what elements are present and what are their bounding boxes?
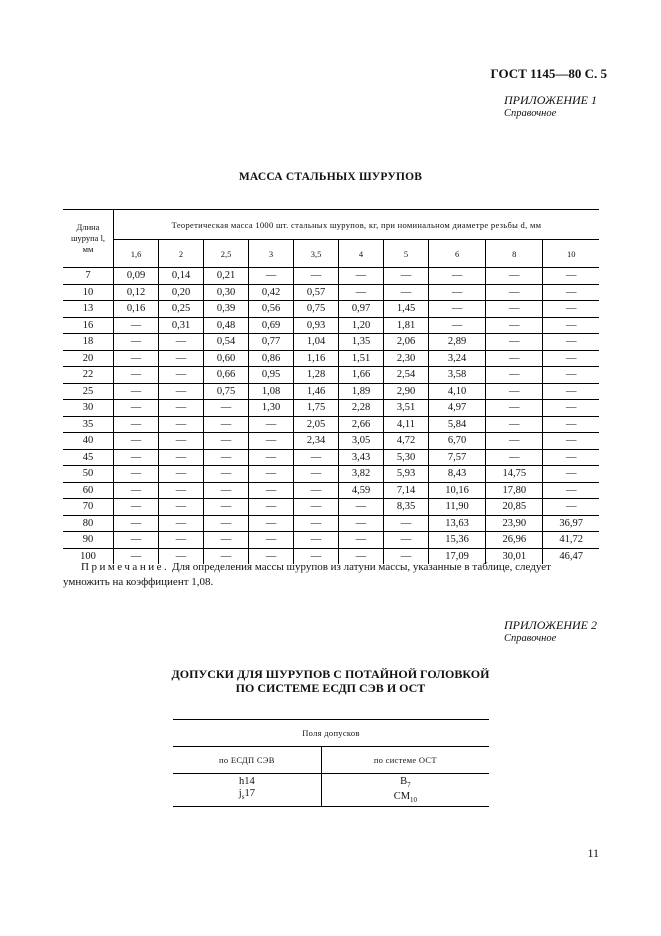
mass-cell: — bbox=[486, 433, 543, 450]
mass-cell: — bbox=[159, 367, 204, 384]
mass-cell: 0,31 bbox=[159, 317, 204, 334]
mass-cell: 3,24 bbox=[429, 350, 486, 367]
mass-cell: — bbox=[486, 317, 543, 334]
mass-cell: — bbox=[159, 383, 204, 400]
esdp-value: h14 bbox=[238, 776, 255, 787]
length-cell: 25 bbox=[63, 383, 114, 400]
mass-cell: — bbox=[384, 284, 429, 301]
length-cell: 18 bbox=[63, 334, 114, 351]
mass-cell: 10,16 bbox=[429, 482, 486, 499]
mass-cell: — bbox=[114, 532, 159, 549]
mass-table bbox=[63, 209, 599, 564]
mass-cell: — bbox=[486, 334, 543, 351]
mass-cell: — bbox=[486, 350, 543, 367]
mass-cell: 0,30 bbox=[204, 284, 249, 301]
mass-cell: — bbox=[249, 449, 294, 466]
mass-cell: — bbox=[114, 433, 159, 450]
mass-cell: 1,08 bbox=[249, 383, 294, 400]
mass-cell: 2,34 bbox=[294, 433, 339, 450]
mass-cell: 5,84 bbox=[429, 416, 486, 433]
length-cell: 80 bbox=[63, 515, 114, 532]
mass-cell: 7,57 bbox=[429, 449, 486, 466]
mass-cell: — bbox=[486, 284, 543, 301]
mass-cell: 4,97 bbox=[429, 400, 486, 417]
mass-cell: — bbox=[114, 400, 159, 417]
mass-cell: 5,93 bbox=[384, 466, 429, 483]
mass-cell: — bbox=[543, 367, 599, 384]
mass-cell: — bbox=[294, 482, 339, 499]
mass-cell: 41,72 bbox=[543, 532, 599, 549]
mass-cell: 2,90 bbox=[384, 383, 429, 400]
mass-cell: 0,97 bbox=[339, 301, 384, 318]
mass-cell: 0,95 bbox=[249, 367, 294, 384]
ost-value: $B_7$ bbox=[400, 776, 411, 790]
esdp-value: $j_s17$ bbox=[238, 788, 255, 802]
mass-cell: 17,80 bbox=[486, 482, 543, 499]
mass-cell: 0,93 bbox=[294, 317, 339, 334]
length-cell: 60 bbox=[63, 482, 114, 499]
ost-values bbox=[321, 774, 489, 807]
mass-cell: 4,59 bbox=[339, 482, 384, 499]
mass-cell: 23,90 bbox=[486, 515, 543, 532]
mass-cell: 0,66 bbox=[204, 367, 249, 384]
mass-cell: — bbox=[543, 499, 599, 516]
mass-cell: 8,35 bbox=[384, 499, 429, 516]
length-cell: 45 bbox=[63, 449, 114, 466]
length-cell: 40 bbox=[63, 433, 114, 450]
diameter-header: 3 bbox=[249, 240, 294, 268]
length-cell: 30 bbox=[63, 400, 114, 417]
mass-cell: 4,10 bbox=[429, 383, 486, 400]
col-esdp-header: по ЕСДП СЭВ bbox=[173, 747, 321, 774]
mass-cell: 0,12 bbox=[114, 284, 159, 301]
mass-cell: 0,14 bbox=[159, 268, 204, 285]
mass-cell: — bbox=[339, 284, 384, 301]
mass-cell: 26,96 bbox=[486, 532, 543, 549]
mass-cell: 1,66 bbox=[339, 367, 384, 384]
mass-cell: — bbox=[339, 499, 384, 516]
table-row bbox=[63, 367, 599, 384]
mass-cell: — bbox=[204, 449, 249, 466]
appendix-2-subtitle: Справочное bbox=[504, 633, 557, 644]
subscript: 7 bbox=[407, 781, 411, 790]
table-row bbox=[63, 482, 599, 499]
mass-cell: — bbox=[486, 449, 543, 466]
mass-cell: — bbox=[429, 284, 486, 301]
mass-cell: — bbox=[114, 499, 159, 516]
mass-cell: 1,75 bbox=[294, 400, 339, 417]
mass-cell: 3,58 bbox=[429, 367, 486, 384]
mass-cell: 0,77 bbox=[249, 334, 294, 351]
diameter-header: 3,5 bbox=[294, 240, 339, 268]
mass-cell: 0,09 bbox=[114, 268, 159, 285]
mass-cell: — bbox=[204, 499, 249, 516]
mass-cell: — bbox=[249, 548, 294, 564]
mass-cell: — bbox=[486, 367, 543, 384]
table-row bbox=[63, 284, 599, 301]
mass-cell: — bbox=[204, 416, 249, 433]
mass-cell: 4,72 bbox=[384, 433, 429, 450]
table-row bbox=[63, 317, 599, 334]
mass-cell: — bbox=[543, 400, 599, 417]
table-row bbox=[63, 268, 599, 285]
length-cell: 50 bbox=[63, 466, 114, 483]
mass-cell: — bbox=[249, 482, 294, 499]
length-cell: 20 bbox=[63, 350, 114, 367]
mass-cell: 46,47 bbox=[543, 548, 599, 564]
mass-cell: — bbox=[159, 400, 204, 417]
mass-cell: — bbox=[543, 383, 599, 400]
mass-cell: — bbox=[486, 301, 543, 318]
note-text-2: умножить на коэффициент 1,08. bbox=[63, 576, 214, 588]
mass-cell: 2,05 bbox=[294, 416, 339, 433]
mass-cell: 13,63 bbox=[429, 515, 486, 532]
mass-cell: 17,09 bbox=[429, 548, 486, 564]
table-row bbox=[63, 400, 599, 417]
mass-cell: — bbox=[486, 268, 543, 285]
mass-cell: 2,30 bbox=[384, 350, 429, 367]
mass-cell: — bbox=[384, 268, 429, 285]
mass-cell: — bbox=[339, 548, 384, 564]
length-header-line: Длина bbox=[76, 222, 100, 232]
mass-cell: 6,70 bbox=[429, 433, 486, 450]
length-cell: 16 bbox=[63, 317, 114, 334]
mass-cell: 0,60 bbox=[204, 350, 249, 367]
mass-cell: — bbox=[204, 482, 249, 499]
mass-cell: 15,36 bbox=[429, 532, 486, 549]
mass-cell: 1,35 bbox=[339, 334, 384, 351]
mass-cell: 0,75 bbox=[204, 383, 249, 400]
mass-cell: — bbox=[204, 532, 249, 549]
mass-cell: 2,06 bbox=[384, 334, 429, 351]
mass-cell: — bbox=[249, 416, 294, 433]
subscript: 10 bbox=[410, 796, 418, 805]
table-2-title bbox=[0, 667, 661, 695]
mass-cell: — bbox=[249, 515, 294, 532]
table-row bbox=[63, 499, 599, 516]
table-row bbox=[63, 449, 599, 466]
mass-cell: — bbox=[159, 482, 204, 499]
mass-cell: — bbox=[159, 416, 204, 433]
mass-cell: 1,04 bbox=[294, 334, 339, 351]
mass-cell: — bbox=[249, 433, 294, 450]
mass-cell: 2,66 bbox=[339, 416, 384, 433]
mass-cell: — bbox=[114, 466, 159, 483]
mass-cell: — bbox=[249, 532, 294, 549]
mass-cell: — bbox=[204, 466, 249, 483]
diameter-header: 10 bbox=[543, 240, 599, 268]
table-row bbox=[63, 350, 599, 367]
length-header bbox=[63, 210, 114, 268]
mass-cell: — bbox=[429, 268, 486, 285]
mass-cell: — bbox=[294, 268, 339, 285]
mass-cell: — bbox=[486, 383, 543, 400]
mass-cell: — bbox=[384, 532, 429, 549]
mass-cell: — bbox=[159, 515, 204, 532]
mass-cell: 3,82 bbox=[339, 466, 384, 483]
mass-cell: — bbox=[114, 482, 159, 499]
table-row bbox=[63, 416, 599, 433]
tolerance-table bbox=[173, 719, 489, 807]
mass-cell: — bbox=[294, 532, 339, 549]
table-2-title-line-1: ДОПУСКИ ДЛЯ ШУРУПОВ С ПОТАЙНОЙ ГОЛОВКОЙ bbox=[171, 667, 490, 681]
mass-cell: — bbox=[543, 301, 599, 318]
mass-cell: — bbox=[543, 317, 599, 334]
appendix-1-label bbox=[504, 93, 597, 119]
mass-cell: — bbox=[339, 532, 384, 549]
mass-cell: — bbox=[486, 400, 543, 417]
mass-cell: 0,75 bbox=[294, 301, 339, 318]
table-row bbox=[63, 301, 599, 318]
mass-cell: — bbox=[114, 350, 159, 367]
diameter-header: 1,6 bbox=[114, 240, 159, 268]
mass-cell: 1,89 bbox=[339, 383, 384, 400]
length-cell: 10 bbox=[63, 284, 114, 301]
mass-cell: 0,21 bbox=[204, 268, 249, 285]
mass-cell: 1,28 bbox=[294, 367, 339, 384]
table-row bbox=[63, 532, 599, 549]
diameter-header: 2 bbox=[159, 240, 204, 268]
mass-cell: — bbox=[543, 482, 599, 499]
mass-cell: — bbox=[486, 416, 543, 433]
diameter-header-row bbox=[63, 240, 599, 268]
mass-cell: — bbox=[294, 499, 339, 516]
mass-cell: — bbox=[159, 449, 204, 466]
diameter-header: 8 bbox=[486, 240, 543, 268]
mass-cell: 0,16 bbox=[114, 301, 159, 318]
mass-cell: — bbox=[543, 350, 599, 367]
appendix-1-subtitle: Справочное bbox=[504, 108, 557, 119]
length-cell: 22 bbox=[63, 367, 114, 384]
mass-cell: 3,05 bbox=[339, 433, 384, 450]
mass-cell: 7,14 bbox=[384, 482, 429, 499]
mass-cell: — bbox=[294, 466, 339, 483]
mass-cell: — bbox=[249, 466, 294, 483]
mass-cell: 1,46 bbox=[294, 383, 339, 400]
mass-cell: 2,28 bbox=[339, 400, 384, 417]
mass-cell: — bbox=[159, 548, 204, 564]
diameter-header: 5 bbox=[384, 240, 429, 268]
mass-cell: — bbox=[429, 301, 486, 318]
ost-value: $CM_{10}$ bbox=[393, 791, 418, 805]
mass-cell: 1,51 bbox=[339, 350, 384, 367]
appendix-2-title: ПРИЛОЖЕНИЕ 2 bbox=[504, 618, 597, 632]
mass-cell: — bbox=[384, 548, 429, 564]
mass-cell: — bbox=[114, 334, 159, 351]
mass-cell: 1,16 bbox=[294, 350, 339, 367]
mass-cell: — bbox=[204, 548, 249, 564]
mass-cell: — bbox=[159, 499, 204, 516]
note-label: Примечание. bbox=[81, 561, 170, 573]
mass-cell: 1,45 bbox=[384, 301, 429, 318]
mass-cell: — bbox=[114, 367, 159, 384]
mass-cell: — bbox=[543, 334, 599, 351]
mass-cell: — bbox=[114, 449, 159, 466]
mass-cell: 0,25 bbox=[159, 301, 204, 318]
mass-cell: 5,30 bbox=[384, 449, 429, 466]
mass-cell: — bbox=[159, 334, 204, 351]
mass-cell: — bbox=[384, 515, 429, 532]
length-cell: 100 bbox=[63, 548, 114, 564]
page-number: 11 bbox=[587, 846, 599, 860]
mass-cell: 2,89 bbox=[429, 334, 486, 351]
length-cell: 7 bbox=[63, 268, 114, 285]
mass-cell: — bbox=[249, 268, 294, 285]
length-cell: 90 bbox=[63, 532, 114, 549]
mass-cell: — bbox=[294, 449, 339, 466]
mass-cell: 0,48 bbox=[204, 317, 249, 334]
diameter-header: 2,5 bbox=[204, 240, 249, 268]
mass-cell: — bbox=[543, 466, 599, 483]
mass-cell: — bbox=[159, 433, 204, 450]
table-row bbox=[63, 433, 599, 450]
mass-cell: — bbox=[204, 433, 249, 450]
mass-cell: 0,20 bbox=[159, 284, 204, 301]
mass-cell: 30,01 bbox=[486, 548, 543, 564]
mass-cell: 11,90 bbox=[429, 499, 486, 516]
mass-cell: 1,20 bbox=[339, 317, 384, 334]
appendix-2-label bbox=[504, 618, 597, 644]
mass-cell: — bbox=[543, 416, 599, 433]
mass-cell: — bbox=[543, 449, 599, 466]
mass-cell: — bbox=[249, 499, 294, 516]
mass-cell: 0,54 bbox=[204, 334, 249, 351]
appendix-1-title: ПРИЛОЖЕНИЕ 1 bbox=[504, 93, 597, 107]
table-row bbox=[63, 383, 599, 400]
mass-cell: 0,57 bbox=[294, 284, 339, 301]
mass-cell: 8,43 bbox=[429, 466, 486, 483]
mass-cell: — bbox=[543, 268, 599, 285]
subscript: s bbox=[241, 793, 245, 802]
mass-cell: 2,54 bbox=[384, 367, 429, 384]
mass-cell: — bbox=[339, 515, 384, 532]
mass-cell: — bbox=[114, 317, 159, 334]
mass-cell: 0,86 bbox=[249, 350, 294, 367]
mass-cell: 0,39 bbox=[204, 301, 249, 318]
table-note bbox=[63, 560, 601, 590]
mass-cell: 36,97 bbox=[543, 515, 599, 532]
table-2-title-line-2: ПО СИСТЕМЕ ЕСДП СЭВ И ОСТ bbox=[235, 681, 426, 695]
mass-cell: 3,43 bbox=[339, 449, 384, 466]
mass-cell: 3,51 bbox=[384, 400, 429, 417]
table-1-title: МАССА СТАЛЬНЫХ ШУРУПОВ bbox=[238, 171, 423, 183]
note-text-1: Для определения массы шурупов из латуни массы, указанные в таблице, следует bbox=[169, 561, 551, 573]
mass-cell: — bbox=[294, 515, 339, 532]
mass-cell: 14,75 bbox=[486, 466, 543, 483]
mass-cell: 20,85 bbox=[486, 499, 543, 516]
mass-cell: — bbox=[114, 416, 159, 433]
length-header-line: шурупа l, bbox=[70, 233, 106, 243]
mass-cell: — bbox=[159, 532, 204, 549]
tolerance-span-header: Поля допусков bbox=[173, 720, 489, 747]
mass-cell: 4,11 bbox=[384, 416, 429, 433]
mass-cell: — bbox=[204, 515, 249, 532]
mass-cell: — bbox=[114, 383, 159, 400]
length-cell: 13 bbox=[63, 301, 114, 318]
mass-cell: 0,42 bbox=[249, 284, 294, 301]
mass-cell: 0,56 bbox=[249, 301, 294, 318]
mass-cell: — bbox=[339, 268, 384, 285]
table-row bbox=[63, 466, 599, 483]
col-ost-header: по системе ОСТ bbox=[321, 747, 489, 774]
mass-cell: — bbox=[429, 317, 486, 334]
length-header-line: мм bbox=[82, 244, 94, 254]
mass-cell: — bbox=[159, 350, 204, 367]
mass-cell: — bbox=[294, 548, 339, 564]
diameter-header: 6 bbox=[429, 240, 486, 268]
mass-cell: — bbox=[114, 548, 159, 564]
esdp-values bbox=[173, 774, 321, 807]
diameter-header: 4 bbox=[339, 240, 384, 268]
mass-span-header: Теоретическая масса 1000 шт. стальных шурупов, кг, при номинальном диаметре резьбы d, мм bbox=[114, 210, 600, 240]
page-header: ГОСТ 1145—80 С. 5 bbox=[490, 66, 607, 81]
mass-cell: — bbox=[543, 284, 599, 301]
mass-cell: — bbox=[159, 466, 204, 483]
mass-cell: — bbox=[204, 400, 249, 417]
mass-cell: — bbox=[543, 433, 599, 450]
length-cell: 35 bbox=[63, 416, 114, 433]
length-cell: 70 bbox=[63, 499, 114, 516]
table-row bbox=[63, 334, 599, 351]
table-row bbox=[63, 515, 599, 532]
mass-cell: 1,30 bbox=[249, 400, 294, 417]
mass-cell: — bbox=[114, 515, 159, 532]
mass-cell: 0,69 bbox=[249, 317, 294, 334]
mass-cell: 1,81 bbox=[384, 317, 429, 334]
mass-table-body bbox=[63, 268, 599, 565]
